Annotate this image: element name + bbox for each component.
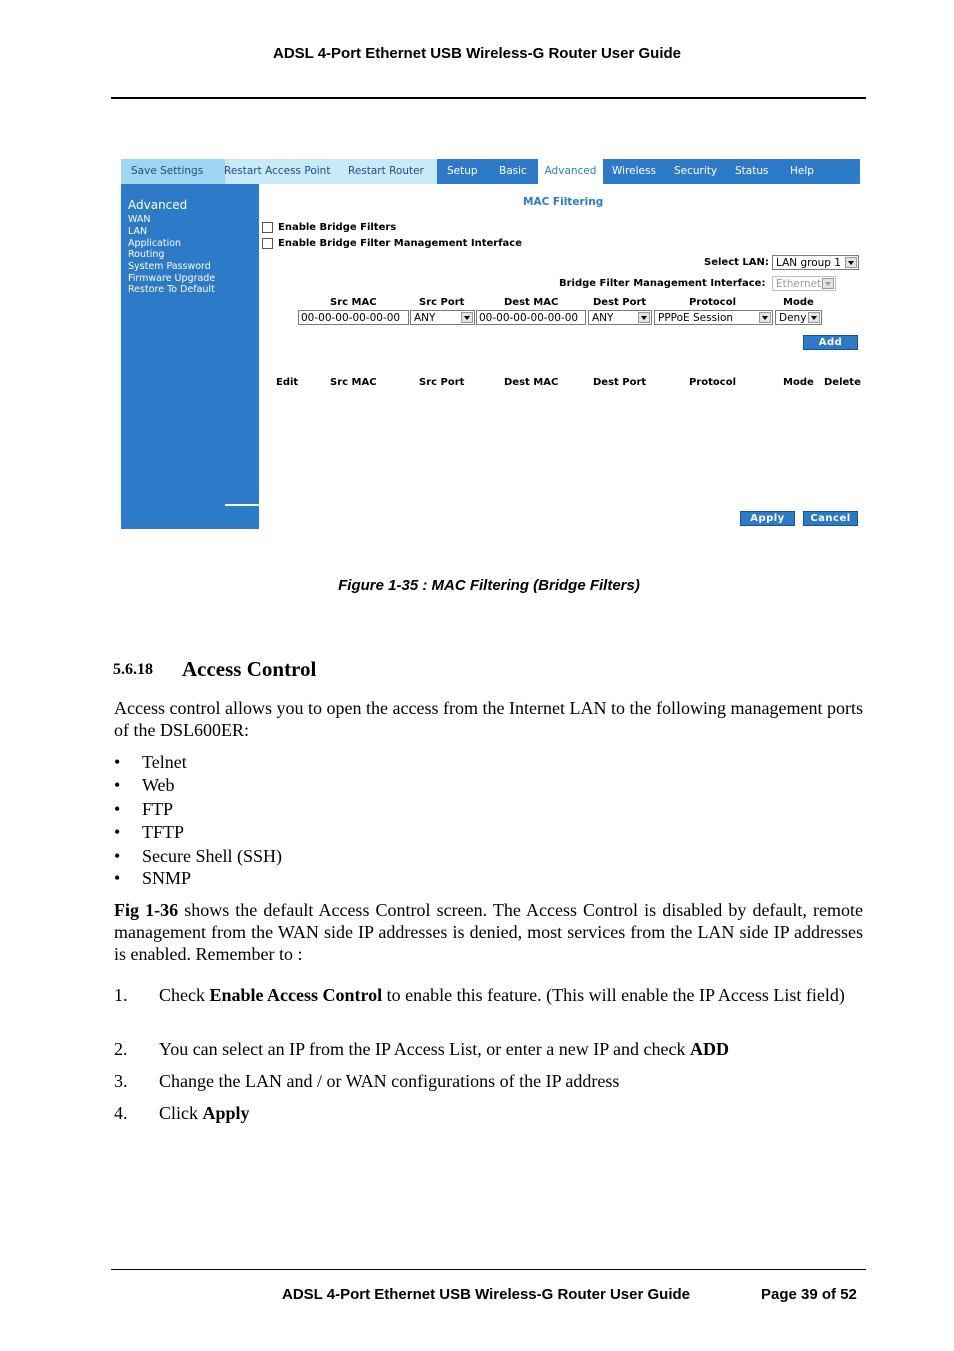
step-text-pre: Click — [159, 1103, 203, 1123]
checkbox-box[interactable] — [262, 222, 273, 233]
select-lan-value: LAN group 1 — [776, 257, 841, 269]
enable-bridge-filter-mgmt-checkbox[interactable] — [262, 238, 522, 249]
restart-router-link[interactable]: Restart Router — [348, 165, 424, 177]
form-header-protocol: Protocol — [689, 297, 737, 308]
src-port-value: ANY — [414, 312, 436, 324]
select-lan-dropdown[interactable] — [772, 255, 859, 270]
figure-caption: Figure 1-35 : MAC Filtering (Bridge Filters) — [338, 577, 640, 594]
form-header-src-mac: Src MAC — [330, 297, 377, 308]
mode-dropdown[interactable] — [775, 310, 822, 325]
protocol-dropdown[interactable] — [654, 310, 773, 325]
content-title: MAC Filtering — [523, 196, 604, 208]
dest-port-dropdown[interactable] — [588, 310, 652, 325]
step-text-bold: Apply — [202, 1103, 250, 1123]
sidebar-item-routing[interactable]: Routing — [128, 249, 165, 260]
table-header-delete: Delete — [824, 377, 861, 388]
form-header-dest-mac: Dest MAC — [504, 297, 559, 308]
sidebar-item-firmware-upgrade[interactable]: Firmware Upgrade — [128, 273, 216, 284]
dest-port-value: ANY — [592, 312, 614, 324]
save-settings-link[interactable]: Save Settings — [131, 165, 204, 177]
checkbox-box[interactable] — [262, 238, 273, 249]
bullet-icon: • — [114, 868, 121, 888]
section-title: Access Control — [182, 657, 317, 681]
bullet-icon: • — [114, 822, 121, 842]
step-text-pre: You can select an IP from the IP Access List, or enter a new IP and check — [159, 1039, 691, 1059]
sidebar-item-restore-default[interactable]: Restore To Default — [128, 284, 215, 295]
step-text-pre: Change the LAN and / or WAN configurations of the IP address — [159, 1071, 620, 1091]
chevron-down-icon — [759, 312, 771, 323]
tab-security[interactable]: Security — [674, 165, 718, 177]
sidebar-item-application[interactable]: Application — [128, 238, 182, 249]
step-number: 4. — [114, 1103, 128, 1123]
bridge-mgmt-value: Ethernet — [776, 278, 822, 290]
fig-paragraph-text: shows the default Access Control screen. The Access Control is disabled by default, remote management from the WAN side IP addresses is denied, most services from the LAN side IP addresses is enabled. Remember to : — [114, 900, 863, 964]
table-header-dest-port: Dest Port — [593, 377, 647, 388]
fig-paragraph — [114, 899, 863, 965]
form-header-dest-port: Dest Port — [593, 297, 647, 308]
form-header-src-port: Src Port — [419, 297, 465, 308]
cancel-button[interactable]: Cancel — [803, 511, 858, 526]
enable-bridge-filters-checkbox[interactable] — [262, 222, 396, 233]
page-header: ADSL 4-Port Ethernet USB Wireless-G Router User Guide — [272, 45, 681, 62]
step-text-bold: ADD — [690, 1039, 730, 1059]
page-number: Page 39 of 52 — [761, 1286, 857, 1303]
step-item — [114, 1038, 863, 1060]
intro-paragraph: Access control allows you to open the access from the Internet LAN to the following management ports of the DSL600ER: — [114, 698, 863, 740]
step-text — [159, 1038, 863, 1060]
tab-help[interactable]: Help — [790, 165, 814, 177]
sidebar — [121, 184, 259, 529]
list-item-text: Telnet — [142, 752, 187, 772]
list-item — [114, 845, 282, 867]
step-text-pre: Check — [159, 985, 210, 1005]
list-item — [114, 867, 191, 889]
step-text — [159, 984, 863, 1006]
table-header-edit: Edit — [276, 377, 299, 388]
step-text-bold: Enable Access Control — [209, 985, 383, 1005]
select-lan-label: Select LAN: — [704, 257, 769, 268]
table-header-src-port: Src Port — [419, 377, 465, 388]
chevron-down-icon — [638, 312, 650, 323]
add-button[interactable]: Add — [803, 335, 858, 350]
checkbox-label: Enable Bridge Filter Management Interface — [278, 238, 523, 249]
list-item-text: TFTP — [142, 822, 185, 842]
chevron-down-icon — [461, 312, 473, 323]
footer-rule — [111, 1269, 866, 1270]
restart-access-point-link[interactable]: Restart Access Point — [224, 165, 331, 177]
chevron-down-icon — [822, 278, 834, 289]
chevron-down-icon — [845, 257, 857, 268]
table-header-mode: Mode — [783, 377, 814, 388]
step-number: 1. — [114, 985, 128, 1005]
apply-button[interactable]: Apply — [740, 511, 795, 526]
src-mac-input[interactable]: 00-00-00-00-00-00 — [298, 310, 409, 325]
tab-advanced[interactable]: Advanced — [538, 159, 603, 184]
tab-wireless[interactable]: Wireless — [612, 165, 656, 177]
src-port-dropdown[interactable] — [410, 310, 475, 325]
bullet-icon: • — [114, 752, 121, 772]
table-header-protocol: Protocol — [689, 377, 737, 388]
router-screenshot — [121, 159, 860, 531]
step-text — [159, 1070, 863, 1092]
list-item-text: FTP — [142, 799, 174, 819]
sidebar-item-lan[interactable]: LAN — [128, 226, 148, 237]
sidebar-item-system-password[interactable]: System Password — [128, 261, 211, 272]
table-header-src-mac: Src MAC — [330, 377, 377, 388]
bullet-icon: • — [114, 799, 121, 819]
step-text — [159, 1102, 863, 1124]
bullet-icon: • — [114, 775, 121, 795]
bridge-mgmt-dropdown[interactable] — [772, 276, 836, 291]
sidebar-notch — [225, 504, 259, 506]
bullet-icon: • — [114, 846, 121, 866]
fig-ref: Fig 1-36 — [114, 900, 179, 920]
step-number: 3. — [114, 1071, 128, 1091]
list-item — [114, 798, 173, 820]
chevron-down-icon — [808, 312, 820, 323]
list-item-text: SNMP — [142, 868, 192, 888]
protocol-value: PPPoE Session — [658, 312, 734, 324]
list-item — [114, 751, 187, 773]
tab-setup[interactable]: Setup — [447, 165, 478, 177]
bridge-mgmt-label: Bridge Filter Management Interface: — [559, 278, 766, 289]
section-number: 5.6.18 — [113, 661, 153, 678]
tab-basic[interactable]: Basic — [499, 165, 527, 177]
step-number: 2. — [114, 1039, 128, 1059]
list-item — [114, 821, 184, 843]
list-item-text: Web — [142, 775, 175, 795]
header-rule — [111, 97, 866, 99]
list-item-text: Secure Shell (SSH) — [142, 846, 282, 866]
checkbox-label: Enable Bridge Filters — [278, 222, 397, 233]
step-item — [114, 984, 863, 1030]
mode-value: Deny — [779, 312, 807, 324]
tab-status[interactable]: Status — [735, 165, 769, 177]
table-header-dest-mac: Dest MAC — [504, 377, 559, 388]
sidebar-item-wan[interactable]: WAN — [128, 214, 151, 225]
footer-title: ADSL 4-Port Ethernet USB Wireless-G Router User Guide — [282, 1286, 691, 1303]
step-item — [114, 1102, 863, 1124]
sidebar-title: Advanced — [128, 198, 188, 212]
top-nav-bar — [121, 159, 860, 184]
step-item — [114, 1070, 863, 1092]
form-header-mode: Mode — [783, 297, 814, 308]
list-item — [114, 774, 175, 796]
step-text-post: to enable this feature. (This will enable the IP Access List field) — [382, 985, 845, 1005]
dest-mac-input[interactable]: 00-00-00-00-00-00 — [476, 310, 586, 325]
